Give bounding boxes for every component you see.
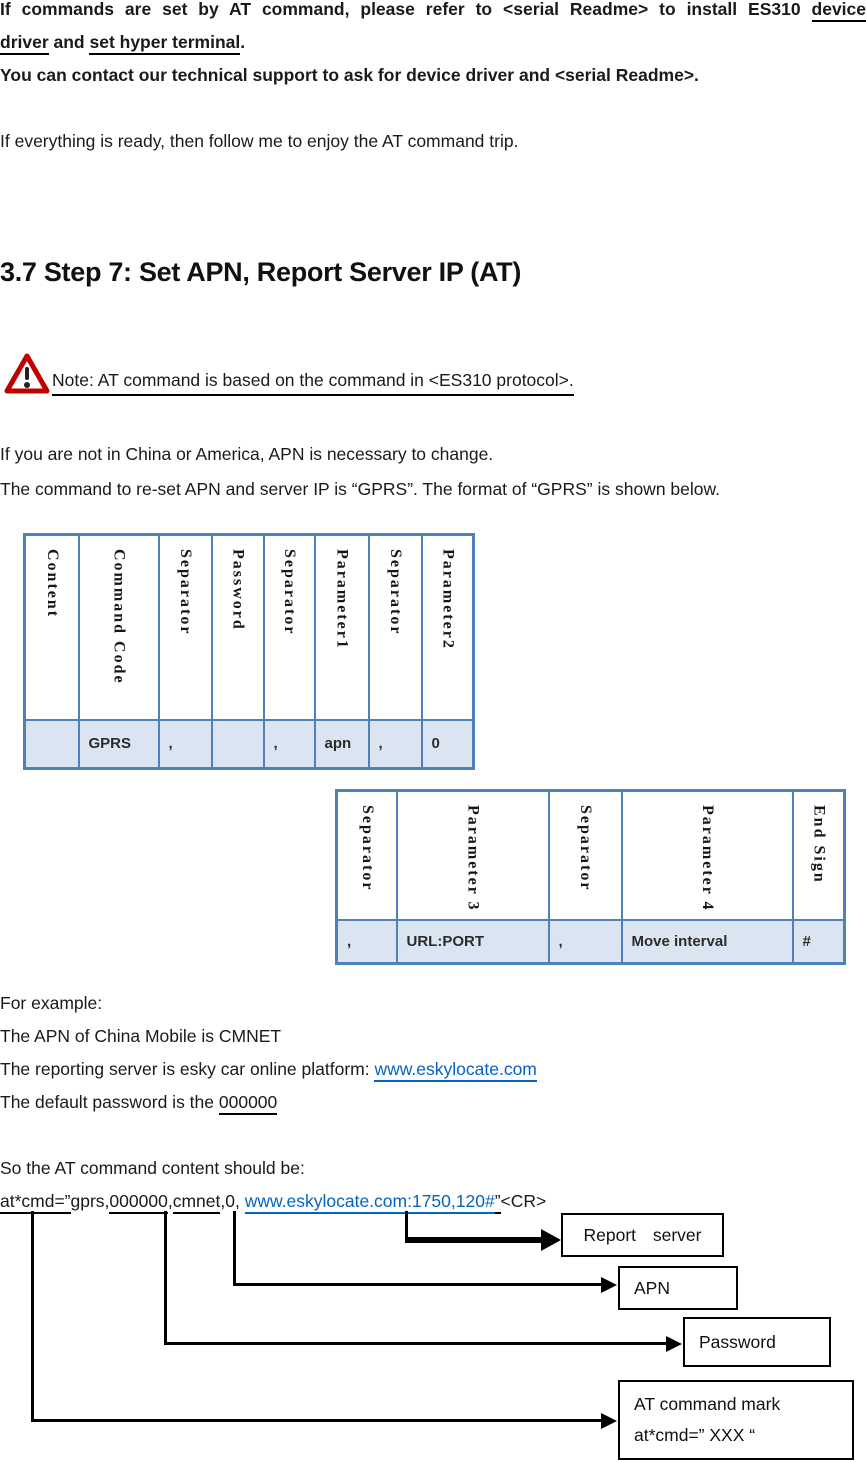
table1-header-row bbox=[25, 535, 474, 720]
table1-cell-command-code: GPRS bbox=[79, 720, 159, 769]
col-header-password: Password bbox=[229, 549, 247, 631]
arrowhead-report-server-icon bbox=[541, 1229, 561, 1251]
table1-cell-separator: , bbox=[264, 720, 315, 769]
connector-hline-at-mark bbox=[31, 1419, 603, 1422]
intro-underlined-device: device bbox=[812, 0, 866, 22]
note-text: Note: AT command is based on the command in <ES310 protocol>. bbox=[52, 368, 574, 396]
table2-cell-end-sign: # bbox=[793, 920, 845, 964]
example-block bbox=[0, 987, 866, 1218]
arrowhead-password-icon bbox=[666, 1336, 682, 1352]
col-header-parameter4: Parameter 4 bbox=[699, 805, 716, 912]
connector-vline-password bbox=[164, 1211, 167, 1345]
table2-cell-move-interval: Move interval bbox=[622, 920, 793, 964]
example-line-3 bbox=[0, 1053, 866, 1086]
body-line-2: The command to re-set APN and server IP is “GPRS”. The format of “GPRS” is shown below. bbox=[0, 479, 721, 499]
col-header-end-sign: End Sign bbox=[810, 805, 828, 884]
table1-cell-separator: , bbox=[159, 720, 212, 769]
intro-paragraphs bbox=[0, 0, 866, 158]
table1-header-cell bbox=[159, 535, 212, 720]
blank-line bbox=[0, 92, 866, 125]
col-header-content: Content bbox=[43, 549, 61, 619]
example-line-5: So the AT command content should be: bbox=[0, 1158, 305, 1178]
report-server-box bbox=[561, 1213, 724, 1257]
col-header-command-code: Command Code bbox=[110, 549, 128, 685]
table1-data-row bbox=[25, 720, 474, 769]
intro-line-2 bbox=[0, 26, 866, 59]
example-line-1: For example: bbox=[0, 993, 103, 1013]
intro-line1-text: If commands are set by AT command, please refer to <serial Readme> to install ES310 bbox=[0, 0, 812, 19]
table1-cell-separator: , bbox=[369, 720, 422, 769]
example-line-4 bbox=[0, 1086, 866, 1119]
arrowhead-apn-icon bbox=[601, 1277, 617, 1293]
table1-header-cell bbox=[25, 535, 79, 720]
col-header-separator: Separator bbox=[281, 549, 298, 636]
cmd-apn-segment: cmnet bbox=[173, 1191, 221, 1214]
table1-header-cell bbox=[315, 535, 369, 720]
table2-data-row bbox=[337, 920, 845, 964]
cmd-close-quote: ” bbox=[495, 1191, 501, 1214]
col-header-parameter2: Parameter2 bbox=[439, 549, 457, 650]
cmd-gprs-segment: gprs, bbox=[70, 1191, 110, 1211]
table2-header-cell bbox=[337, 791, 397, 920]
cmd-separator: , bbox=[167, 1191, 173, 1211]
connector-vline-at-mark bbox=[31, 1211, 34, 1422]
intro-line2-mid: and bbox=[48, 32, 90, 52]
at-command-line bbox=[0, 1185, 866, 1218]
blank-line bbox=[0, 1119, 866, 1152]
eskylocate-link[interactable]: www.eskylocate.com bbox=[374, 1059, 536, 1082]
table1-cell-parameter1: apn bbox=[315, 720, 369, 769]
cmd-password-segment: 000000 bbox=[109, 1191, 167, 1214]
table2-cell-separator: , bbox=[549, 920, 622, 964]
table1-cell-password bbox=[212, 720, 264, 769]
col-header-separator: Separator bbox=[177, 549, 194, 636]
cmd-mark-segment: at*cmd=” bbox=[0, 1191, 71, 1214]
cmd-cr-segment: <CR> bbox=[500, 1191, 547, 1211]
table1-header-cell bbox=[212, 535, 264, 720]
cmd-separator: ,0, bbox=[220, 1191, 245, 1211]
warning-triangle-icon bbox=[4, 352, 50, 396]
table2-header-cell bbox=[622, 791, 793, 920]
table2-cell-url-port: URL:PORT bbox=[397, 920, 549, 964]
body-line-1: If you are not in China or America, APN is necessary to change. bbox=[0, 444, 494, 464]
connector-hline-apn bbox=[233, 1283, 603, 1286]
intro-line-1 bbox=[0, 0, 866, 26]
table1-header-cell bbox=[369, 535, 422, 720]
gprs-format-table-2 bbox=[335, 789, 846, 965]
at-command-mark-label: AT command mark bbox=[634, 1394, 781, 1414]
table2-header-cell bbox=[397, 791, 549, 920]
col-header-separator: Separator bbox=[387, 549, 404, 636]
connector-vline-apn bbox=[233, 1211, 236, 1286]
table1-header-cell bbox=[422, 535, 474, 720]
col-header-parameter1: Parameter1 bbox=[333, 549, 351, 650]
table1-cell-content bbox=[25, 720, 79, 769]
at-command-syntax-label: at*cmd=” XXX “ bbox=[634, 1425, 756, 1445]
cmd-server-link[interactable]: www.eskylocate.com:1750,120# bbox=[245, 1191, 495, 1214]
section-heading: 3.7 Step 7: Set APN, Report Server IP (AT) bbox=[0, 257, 522, 287]
apn-box bbox=[618, 1266, 738, 1310]
intro-underlined-driver: driver bbox=[0, 32, 49, 55]
note-row bbox=[4, 350, 574, 396]
default-password-value: 000000 bbox=[219, 1092, 277, 1115]
col-header-separator: Separator bbox=[577, 805, 594, 892]
apn-label: APN bbox=[634, 1277, 670, 1298]
gprs-format-table-1 bbox=[23, 533, 475, 770]
table1-header-cell bbox=[264, 535, 315, 720]
at-command-mark-box bbox=[618, 1380, 854, 1460]
report-server-label: Report server bbox=[583, 1224, 702, 1245]
table2-cell-separator: , bbox=[337, 920, 397, 964]
arrowhead-at-mark-icon bbox=[601, 1413, 617, 1429]
intro-line2-period: . bbox=[240, 32, 246, 52]
example-line-2: The APN of China Mobile is CMNET bbox=[0, 1026, 282, 1046]
table2-header-cell bbox=[549, 791, 622, 920]
example-line3-text: The reporting server is esky car online platform: bbox=[0, 1059, 375, 1079]
col-header-parameter3: Parameter 3 bbox=[464, 805, 482, 912]
password-box bbox=[683, 1317, 831, 1367]
connector-hline-report-server bbox=[405, 1237, 541, 1243]
connector-hline-password bbox=[164, 1342, 668, 1345]
table1-header-cell bbox=[79, 535, 159, 720]
table1-cell-parameter2: 0 bbox=[422, 720, 474, 769]
intro-line-4: If everything is ready, then follow me to enjoy the AT command trip. bbox=[0, 131, 519, 151]
table2-header-cell bbox=[793, 791, 845, 920]
col-header-separator: Separator bbox=[358, 805, 376, 892]
intro-line-3: You can contact our technical support to ask for device driver and <serial Readme>. bbox=[0, 65, 699, 85]
table2-header-row bbox=[337, 791, 845, 920]
password-label: Password bbox=[699, 1331, 776, 1352]
example-line4-text: The default password is the bbox=[0, 1092, 219, 1112]
intro-underlined-hyper-terminal: set hyper terminal bbox=[89, 32, 240, 55]
